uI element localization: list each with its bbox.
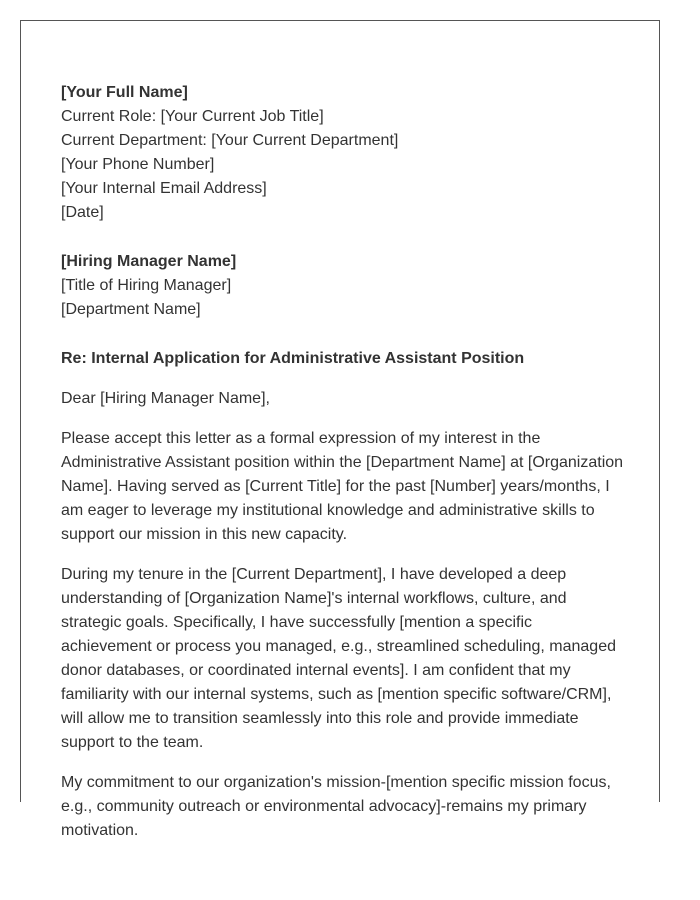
salutation: Dear [Hiring Manager Name], (61, 390, 270, 407)
sender-role: Current Role: [Your Current Job Title] (61, 108, 324, 125)
letter-date: [Date] (61, 204, 104, 221)
body-paragraph-2: During my tenure in the [Current Department], I have developed a deep understanding of [Organization Name]'s internal workflows, culture, and strategic goals. Specifically, I have successfully [mention a specific achievement or process you managed, e.g., streamlined scheduling, managed donor databases, or coordinated internal events]. I am confident that my familiarity with our internal systems, such as [mention specific software/CRM], will allow me to transition seamlessly into this role and provide immediate support to the team. (61, 566, 616, 751)
recipient-department: [Department Name] (61, 301, 201, 318)
sender-email: [Your Internal Email Address] (61, 180, 267, 197)
sender-phone: [Your Phone Number] (61, 156, 215, 173)
subject-line: Re: Internal Application for Administrative Assistant Position (61, 350, 525, 367)
body-paragraph-1: Please accept this letter as a formal expression of my interest in the Administrative Assistant position within the [Department Name] at [Organization Name]. Having served as [Current Title] for the past [Number] years/months, I am eager to leverage my institutional knowledge and administrative skills to support our mission in this new capacity. (61, 430, 624, 543)
sender-name: [Your Full Name] (61, 84, 188, 101)
recipient-title: [Title of Hiring Manager] (61, 277, 232, 294)
letter-page (20, 20, 660, 839)
recipient-block (61, 250, 626, 322)
sender-block (61, 81, 626, 225)
sender-department: Current Department: [Your Current Department] (61, 132, 399, 149)
recipient-name: [Hiring Manager Name] (61, 253, 237, 270)
letter-content (61, 81, 626, 843)
body-paragraph-3: My commitment to our organization's mission-[mention specific mission focus, e.g., community outreach or environmental advocacy]-remains my primary motivation. (61, 774, 611, 839)
